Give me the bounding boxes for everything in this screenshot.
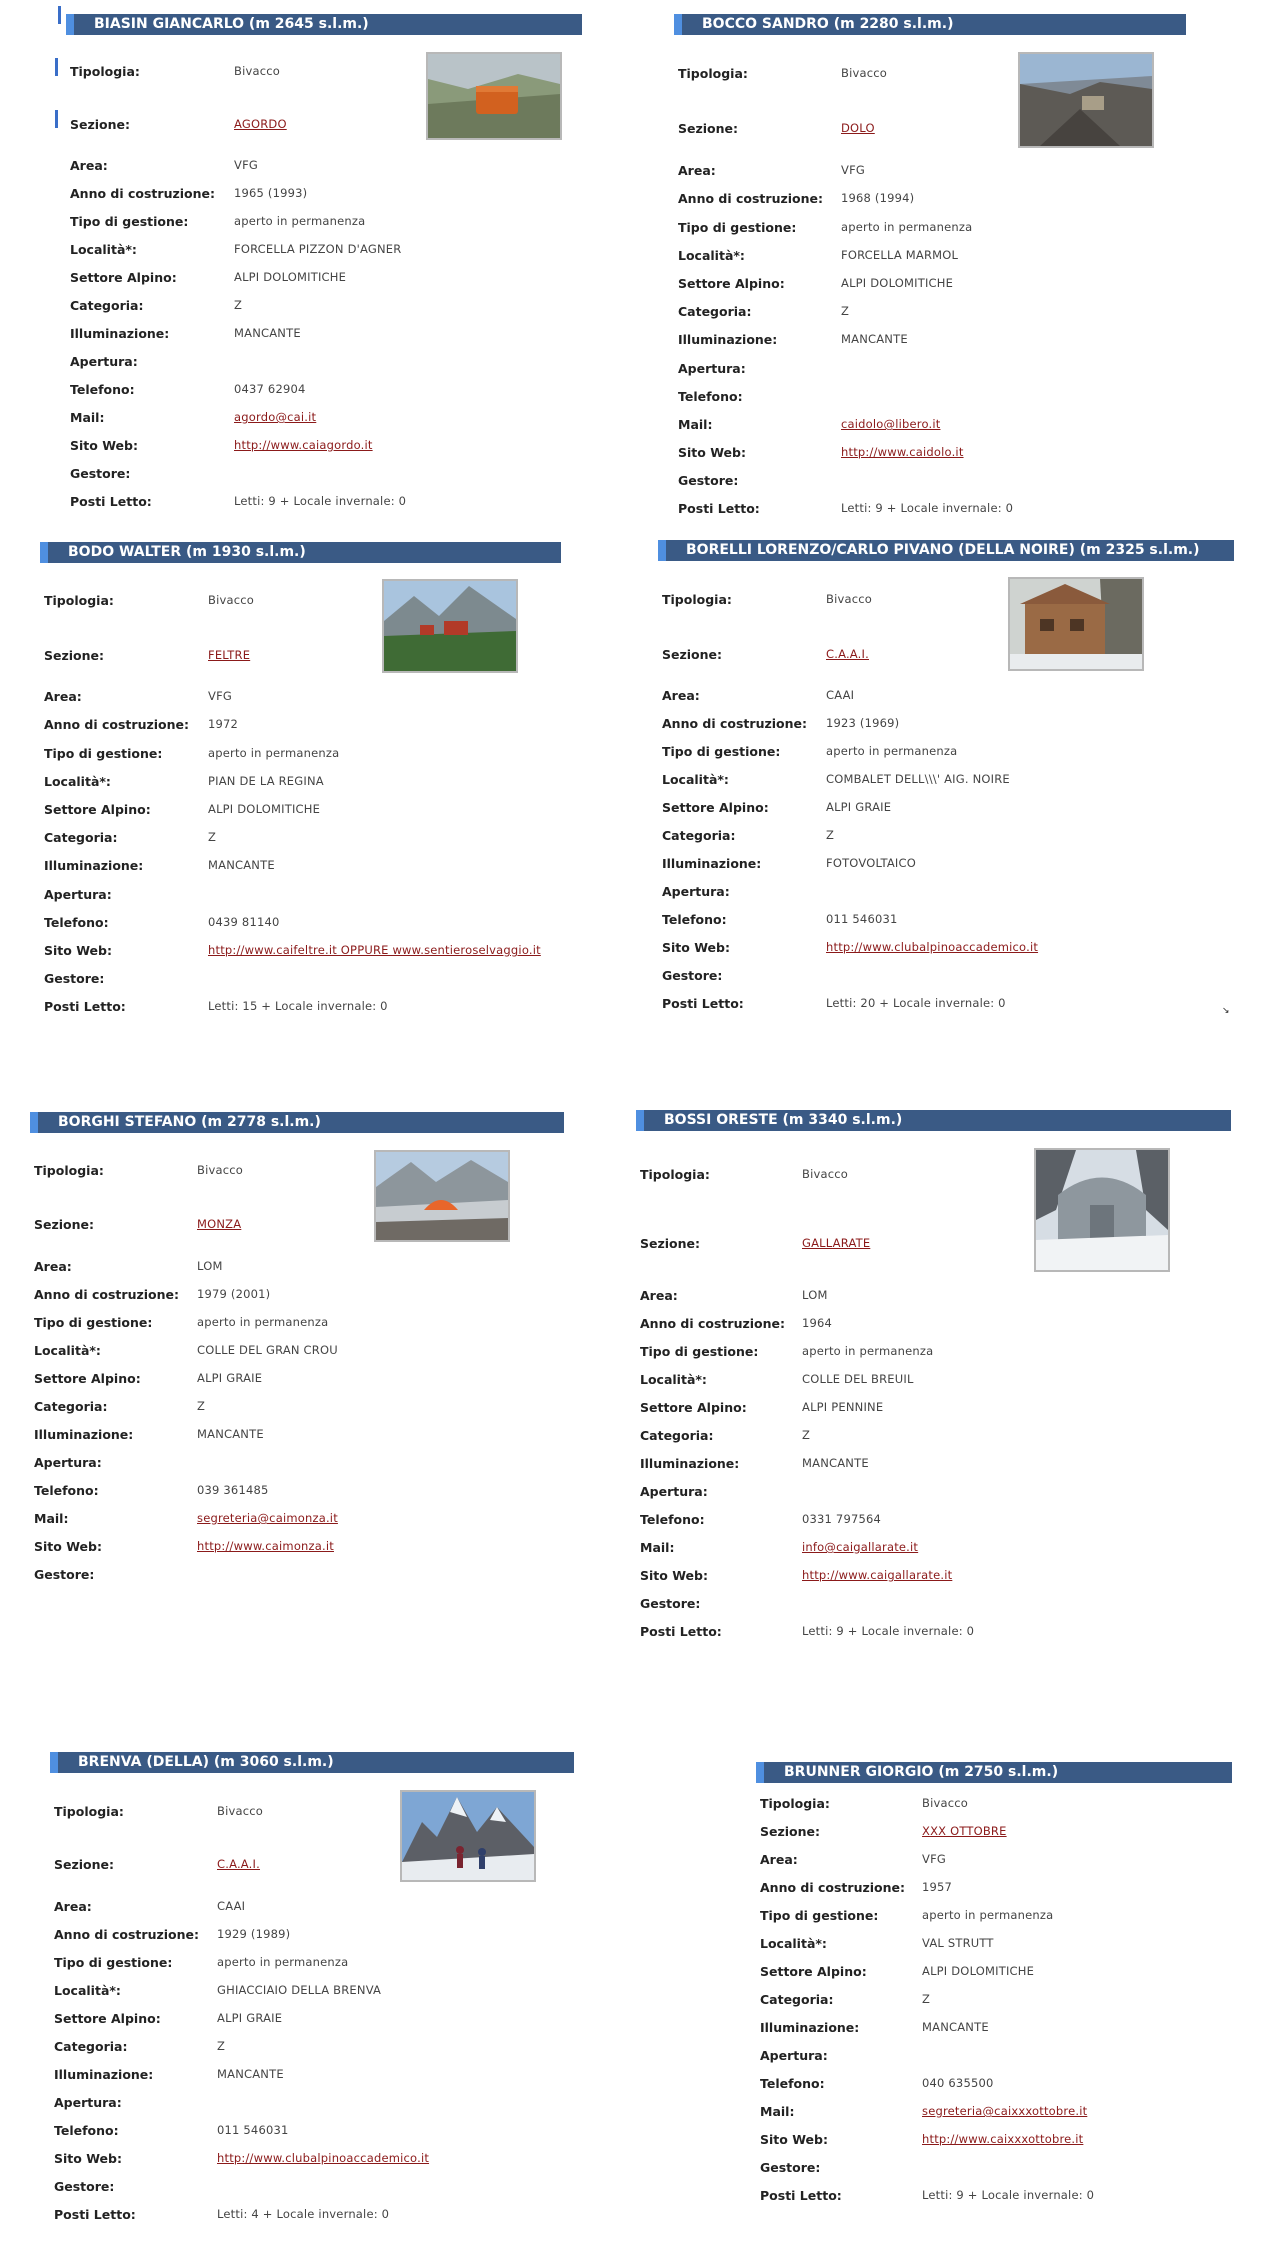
website-link[interactable]: http://www.caixxxottobre.it [922, 2132, 1084, 2146]
hut-title: BORGHI STEFANO (m 2778 s.l.m.) [30, 1112, 564, 1133]
mail-link[interactable]: agordo@cai.it [234, 410, 317, 424]
website-link[interactable]: http://www.caidolo.it [841, 445, 964, 459]
hut-photo [1018, 52, 1154, 148]
hut-photo [400, 1790, 536, 1882]
hut-photo [1008, 577, 1144, 671]
sezione-link[interactable]: XXX OTTOBRE [922, 1824, 1007, 1838]
hut-card-borelli: BORELLI LORENZO/CARLO PIVANO (DELLA NOIRE) (m 2325 s.l.m.) Tipologia: Bivacco Sezione: C.A.A.I. Area: CAAI Anno di costruzione: 1923 (1969) Tipo di gestione: aperto in permanenza Località*: COMBALET DELL\\\' AIG. NOIRE Settore Alpino: ALPI GRAIE Categoria: Z Illuminazione: FOTOVOLTAICO Apertura: Telefono: 011 546031 Sito Web: http://www.clubalpinoaccademico.it Gestore: Posti Letto: Letti: 20 + Locale invernale: 0 [658, 540, 1238, 1020]
mail-link[interactable]: segreteria@caimonza.it [197, 1511, 338, 1525]
website-link[interactable]: http://www.caiagordo.it [234, 438, 373, 452]
website-link[interactable]: http://www.caigallarate.it [802, 1568, 953, 1582]
website-link[interactable]: http://www.caifeltre.it OPPURE www.sentieroselvaggio.it [208, 943, 541, 957]
website-link[interactable]: http://www.caimonza.it [197, 1539, 334, 1553]
mail-link[interactable]: info@caigallarate.it [802, 1540, 919, 1554]
hut-card-bodo: BODO WALTER (m 1930 s.l.m.) Tipologia: Bivacco Sezione: FELTRE Area: VFG Anno di costruzione: 1972 Tipo di gestione: aperto in permanenza Località*: PIAN DE LA REGINA Settore Alpino: ALPI DOLOMITICHE Categoria: Z Illuminazione: MANCANTE Apertura: Telefono: 0439 81140 Sito Web: http://www.caifeltre.it OPPURE www.sentieroselvaggio.it Gestore: Posti Letto: Letti: 15 + Locale invernale: 0 [40, 542, 570, 1022]
mail-link[interactable]: caidolo@libero.it [841, 417, 941, 431]
hut-card-biasin: BIASIN GIANCARLO (m 2645 s.l.m.) Tipologia: Bivacco Sezione: AGORDO Area: VFG Anno di costruzione: 1965 (1993) Tipo di gestione: aperto in permanenza Località*: FORCELLA PIZZON D'AGNER Settore Alpino: ALPI DOLOMITICHE Categoria: Z Illuminazione: MANCANTE Apertura: Telefono: 0437 62904 Mail: agordo@cai.it Sito Web: http://www.caiagordo.it Gestore: Posti Letto: Letti: 9 + Locale invernale: 0 [66, 14, 586, 514]
hut-card-borghi: BORGHI STEFANO (m 2778 s.l.m.) Tipologia: Bivacco Sezione: MONZA Area: LOM Anno di costruzione: 1979 (2001) Tipo di gestione: aperto in permanenza Località*: COLLE DEL GRAN CROU Settore Alpino: ALPI GRAIE Categoria: Z Illuminazione: MANCANTE Apertura: Telefono: 039 361485 Mail: segreteria@caimonza.it Sito Web: http://www.caimonza.it Gestore: [30, 1112, 570, 1592]
website-link[interactable]: http://www.clubalpinoaccademico.it [217, 2151, 430, 2165]
hut-card-bocco: BOCCO SANDRO (m 2280 s.l.m.) Tipologia: Bivacco Sezione: DOLO Area: VFG Anno di costruzione: 1968 (1994) Tipo di gestione: aperto in permanenza Località*: FORCELLA MARMOL Settore Alpino: ALPI DOLOMITICHE Categoria: Z Illuminazione: MANCANTE Apertura: Telefono: Mail: caidolo@libero.it Sito Web: http://www.caidolo.it Gestore: Posti Letto: Letti: 9 + Locale invernale: 0 [674, 14, 1194, 524]
hut-title: BORELLI LORENZO/CARLO PIVANO (DELLA NOIRE) (m 2325 s.l.m.) [658, 540, 1234, 561]
hut-photo [1034, 1148, 1170, 1272]
hut-title: BRENVA (DELLA) (m 3060 s.l.m.) [50, 1752, 574, 1773]
hut-card-brenva: BRENVA (DELLA) (m 3060 s.l.m.) Tipologia: Bivacco Sezione: C.A.A.I. Area: CAAI Anno di costruzione: 1929 (1989) Tipo di gestione: aperto in permanenza Località*: GHIACCIAIO DELLA BRENVA Settore Alpino: ALPI GRAIE Categoria: Z Illuminazione: MANCANTE Apertura: Telefono: 011 546031 Sito Web: http://www.clubalpinoaccademico.it Gestore: Posti Letto: Letti: 4 + Locale invernale: 0 [50, 1752, 580, 2232]
hut-photo [426, 52, 562, 140]
website-link[interactable]: http://www.clubalpinoaccademico.it [826, 940, 1039, 954]
hut-title: BODO WALTER (m 1930 s.l.m.) [40, 542, 561, 563]
left-accent-bar [55, 58, 58, 76]
hut-title: BOCCO SANDRO (m 2280 s.l.m.) [674, 14, 1186, 35]
sezione-link[interactable]: MONZA [197, 1217, 242, 1231]
hut-card-brunner: BRUNNER GIORGIO (m 2750 s.l.m.) Tipologia: Bivacco Sezione: XXX OTTOBRE Area: VFG Anno di costruzione: 1957 Tipo di gestione: aperto in permanenza Località*: VAL STRUTT Settore Alpino: ALPI DOLOMITICHE Categoria: Z Illuminazione: MANCANTE Apertura: Telefono: 040 635500 Mail: segreteria@caixxxottobre.it Sito Web: http://www.caixxxottobre.it Gestore: Posti Letto: Letti: 9 + Locale invernale: 0 [756, 1762, 1236, 2222]
sezione-link[interactable]: C.A.A.I. [826, 647, 869, 661]
sezione-link[interactable]: DOLO [841, 121, 875, 135]
mouse-pointer-icon: ↘ [1222, 1006, 1230, 1016]
left-accent-bar [55, 110, 58, 128]
hut-title: BRUNNER GIORGIO (m 2750 s.l.m.) [756, 1762, 1232, 1783]
sezione-link[interactable]: AGORDO [234, 117, 287, 131]
sezione-link[interactable]: FELTRE [208, 648, 251, 662]
hut-photo [374, 1150, 510, 1242]
sezione-link[interactable]: C.A.A.I. [217, 1857, 260, 1871]
hut-card-bossi: BOSSI ORESTE (m 3340 s.l.m.) Tipologia: Bivacco Sezione: GALLARATE Area: LOM Anno di costruzione: 1964 Tipo di gestione: aperto in permanenza Località*: COLLE DEL BREUIL Settore Alpino: ALPI PENNINE Categoria: Z Illuminazione: MANCANTE Apertura: Telefono: 0331 797564 Mail: info@caigallarate.it Sito Web: http://www.caigallarate.it Gestore: Posti Letto: Letti: 9 + Locale invernale: 0 [636, 1110, 1236, 1650]
hut-title: BIASIN GIANCARLO (m 2645 s.l.m.) [66, 14, 582, 35]
hut-title: BOSSI ORESTE (m 3340 s.l.m.) [636, 1110, 1231, 1131]
sezione-link[interactable]: GALLARATE [802, 1236, 871, 1250]
hut-photo [382, 579, 518, 673]
mail-link[interactable]: segreteria@caixxxottobre.it [922, 2104, 1088, 2118]
left-accent-bar [58, 6, 61, 24]
